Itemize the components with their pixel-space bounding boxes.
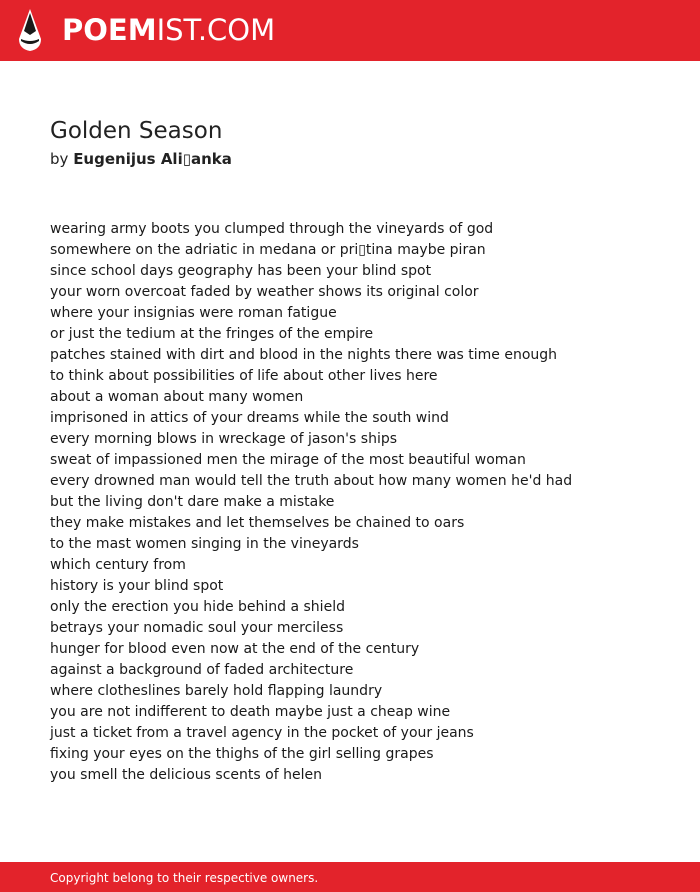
poem-line: to think about possibilities of life about other lives here	[50, 368, 438, 384]
poem-line: against a background of faded architecture	[50, 662, 354, 678]
poem-line: wearing army boots you clumped through the vineyards of god	[50, 221, 494, 237]
pen-nib-icon[interactable]	[17, 9, 43, 51]
brand-light: IST.COM	[156, 13, 276, 47]
poem-line: every drowned man would tell the truth about how many women he'd had	[50, 473, 573, 489]
poem-line: they make mistakes and let themselves be chained to oars	[50, 515, 465, 531]
poem-line: history is your blind spot	[50, 578, 224, 594]
poem-line: somewhere on the adriatic in medana or pri▯tina maybe piran	[50, 242, 486, 258]
poem-line: since school days geography has been your blind spot	[50, 263, 432, 279]
poem-line: sweat of impassioned men the mirage of the most beautiful woman	[50, 452, 526, 468]
by-prefix: by	[50, 150, 69, 168]
poem-line: or just the tedium at the fringes of the empire	[50, 326, 374, 342]
poem-line: hunger for blood even now at the end of the century	[50, 641, 420, 657]
poem-line: fixing your eyes on the thighs of the girl selling grapes	[50, 746, 434, 762]
poem-line: betrays your nomadic soul your merciless	[50, 620, 344, 636]
poem-title: Golden Season	[50, 118, 223, 144]
site-footer	[0, 862, 700, 892]
brand-bold: POEM	[62, 13, 157, 47]
poem-line: every morning blows in wreckage of jason's ships	[50, 431, 398, 447]
poem-line: where clotheslines barely hold flapping laundry	[50, 683, 383, 699]
poem-line: where your insignias were roman fatigue	[50, 305, 337, 321]
poem-byline	[50, 148, 232, 170]
site-header	[0, 0, 700, 61]
copyright-text: Copyright belong to their respective owners.	[50, 871, 319, 885]
poem-line: your worn overcoat faded by weather shows its original color	[50, 284, 479, 300]
poem-line: you smell the delicious scents of helen	[50, 767, 322, 783]
poem-line: to the mast women singing in the vineyards	[50, 536, 359, 552]
poem-line: imprisoned in attics of your dreams while the south wind	[50, 410, 449, 426]
poem-line: you are not indifferent to death maybe just a cheap wine	[50, 704, 451, 720]
author-name: Eugenijus Ali▯anka	[73, 150, 232, 168]
site-brand-link[interactable]	[62, 12, 275, 48]
poem-line: which century from	[50, 557, 186, 573]
poem-line: about a woman about many women	[50, 389, 304, 405]
poem-line: patches stained with dirt and blood in the nights there was time enough	[50, 347, 558, 363]
poem-body	[50, 219, 670, 786]
poem-line: but the living don't dare make a mistake	[50, 494, 335, 510]
poem-line: only the erection you hide behind a shield	[50, 599, 345, 615]
poem-line: just a ticket from a travel agency in the pocket of your jeans	[50, 725, 474, 741]
